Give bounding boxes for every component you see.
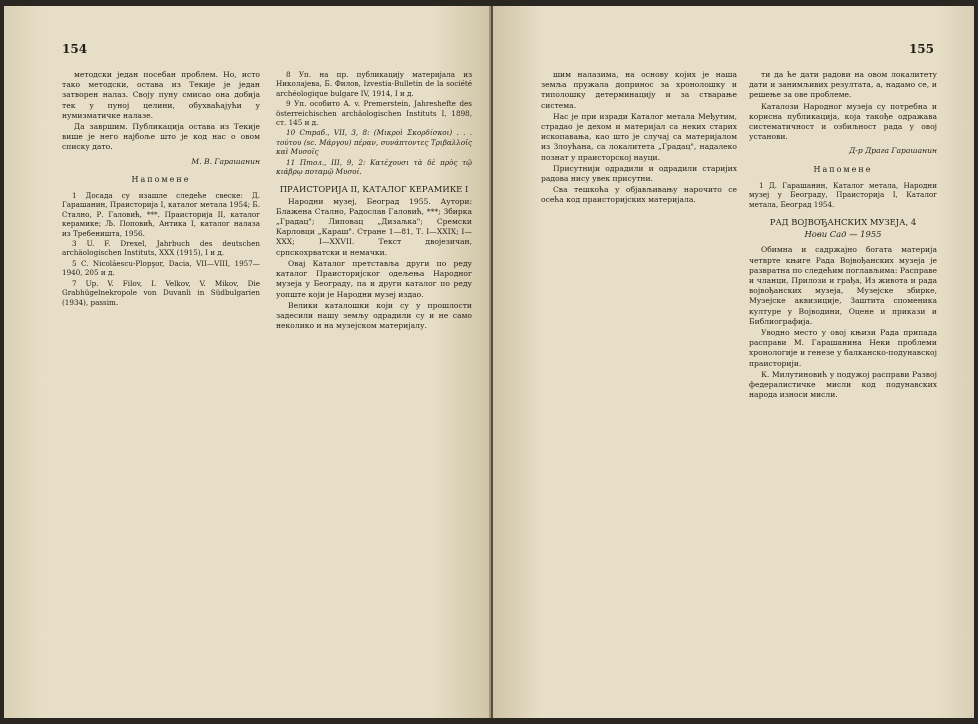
author-signature: М. В. Гарашанин <box>191 156 260 166</box>
notes-heading: Напомене <box>131 174 191 184</box>
book-spread <box>4 6 974 718</box>
article-title: РАД ВОЈВОЂАНСКИХ МУЗЕЈА, 4 <box>769 217 917 228</box>
paragraph: методски један посебан проблем. Но, исто тако методски, остава из Текије је један затворен налаз. Своју пуну смисао она добија тек у пуној целини, обухваћајући у нумизматичке налазе. <box>62 70 260 120</box>
paragraph: Да завршим. Публикација остава из Текије више је него најбоље што је код нас о овом списку дато. <box>62 122 260 152</box>
page-number: 155 <box>908 42 934 56</box>
paragraph: Сва тешкоћа у објављивању нарочито се осећа код праисторијских материјала. <box>541 185 737 205</box>
paragraph: К. Милутиновић у подужој расправи Развој федералистичке мисли код подунавских народа износи мисли. <box>749 369 937 400</box>
paragraph: ти да ће дати радови на овом локалитету дати и занимљивих резултата, а, надамо се, и решење за ове проблеме. <box>749 70 937 100</box>
footnote: 1 Досада су изашле следеће свеске: Д. Гарашанин, Праисторија I, каталог метала 1954; Б. Стално, Р. Галовић, ***. Праисторија II, каталог керамике; Љ. Поповић, Антика I, каталог налаза из Требеништа, 1956. <box>62 191 260 238</box>
paragraph: Уводно место у овој књизи Рада припада расправи М. Гарашанина Неки проблеми хронологије и генезе у балканско-подунавској праисторији. <box>749 328 937 368</box>
left-page <box>4 6 491 718</box>
right-column-1 <box>541 70 737 710</box>
paragraph: Каталози Народног музеја су потребна и корисна публикација, која такође одражава систематичност и озбиљност рада у овој установи. <box>749 101 937 142</box>
greek-footnote: 11 Птол., III, 9, 2: Κατέχουσι τὰ δὲ πρὸς τῷ κιάβρῳ ποταμῷ Μυσοί. <box>276 157 472 177</box>
page-number: 154 <box>62 42 88 56</box>
footnote: 9 Уп. особито A. v. Premerstein, Jahreshefte des österreichischen archäologischen Instituts I, 1898, ст. 145 и д. <box>276 99 472 128</box>
paragraph: Нас је при изради Каталог метала Међутим, страдао је дехом и материјал са неких старих ископавања, као што је случај са материјалом из Злоућана, са локалитета „Градац", надалеко познат у праисторској науци. <box>541 111 737 162</box>
greek-footnote: 10 Страб., VII, 3, 8: (Μικροὶ Σκορδίσκοι) . . . τούτου (sc. Μάργου) πέραν, συνάπτοντες Τριβαλλοῖς καὶ Μυσοῖς <box>276 128 472 157</box>
article-subtitle: Нови Сад — 1955 <box>804 229 882 240</box>
right-page <box>493 6 974 718</box>
paragraph: Овај Каталог претставља други по реду каталог Праисторијског одељења Народног музеја у Београду, па и други каталог по реду уопште који је Народни музеј издао. <box>276 258 472 299</box>
paragraph: Народни музеј, Београд 1955. Аутори: Блажена Стално, Радослав Галовић, ***; Збирка „Градац"; Липовац „Дизаљка"; Сремски Карловци „Караш". Стране 1—81, Т. I—XXIX; I—XXX; I—XXVII. Текст двојезичан, српскохрватски и немачки. <box>276 196 472 257</box>
article-title: ПРАИСТОРИЈА II, КАТАЛОГ КЕРАМИКЕ I <box>279 184 469 195</box>
left-column-2 <box>276 70 472 710</box>
paragraph: Обимна и садржајно богата материја четврте књиге Рада Војвођанских музеја је развратна по следећим поглављима: Расправе и чланци, Прилози и грађа, Из живота и рада војвођанских музеја, Музејске збирке, Музејске аквизиције, Заштита споменика културе у Војводини, Оцене и прикази и Библиографија. <box>749 245 937 326</box>
footnote: 8 Уп. на пр. публикацију материјала из Николајева, Б. Филов, Izvestia-Bulletin de la société archéologique bulgare IV, 1914, I и д. <box>276 70 472 98</box>
right-column-2 <box>749 70 937 710</box>
footnote: 3 U. F. Drexel, Jahrbuch des deutschen archäologischen Instituts, XXX (1915), I и д. <box>62 239 260 258</box>
author-signature: Д-р Драга Гарашанин <box>849 146 937 156</box>
left-column-1 <box>62 70 260 710</box>
footnote: 5 C. Nicolăescu-Plopşor, Dacia, VII—VIII, 1957—1940, 205 и д. <box>62 258 260 278</box>
paragraph: Велики каталошки који су у прошлости задесили нашу земљу одрадили су и не само неколико и на музејском материјалу. <box>276 300 472 331</box>
notes-heading: Напомене <box>813 164 873 174</box>
paragraph: шим налазима, на основу којих је наша земља пружала допринос за хронолошку и типолошку детерминацију и за стварање система. <box>541 70 737 110</box>
footnote: 7 Up. V. Filov, I. Velkov, V. Mikov, Die Grabhügelnekropole von Duvanli in Südbulgarien (1934), passim. <box>62 278 260 307</box>
paragraph: Присутнији одрадили и одрадили старијих радова нису увек присутни. <box>541 163 737 184</box>
footnote: 1 Д. Гарашанин, Каталог метала, Народни музеј у Београду, Праисторија I, Каталог метала, Београд 1954. <box>749 180 937 209</box>
